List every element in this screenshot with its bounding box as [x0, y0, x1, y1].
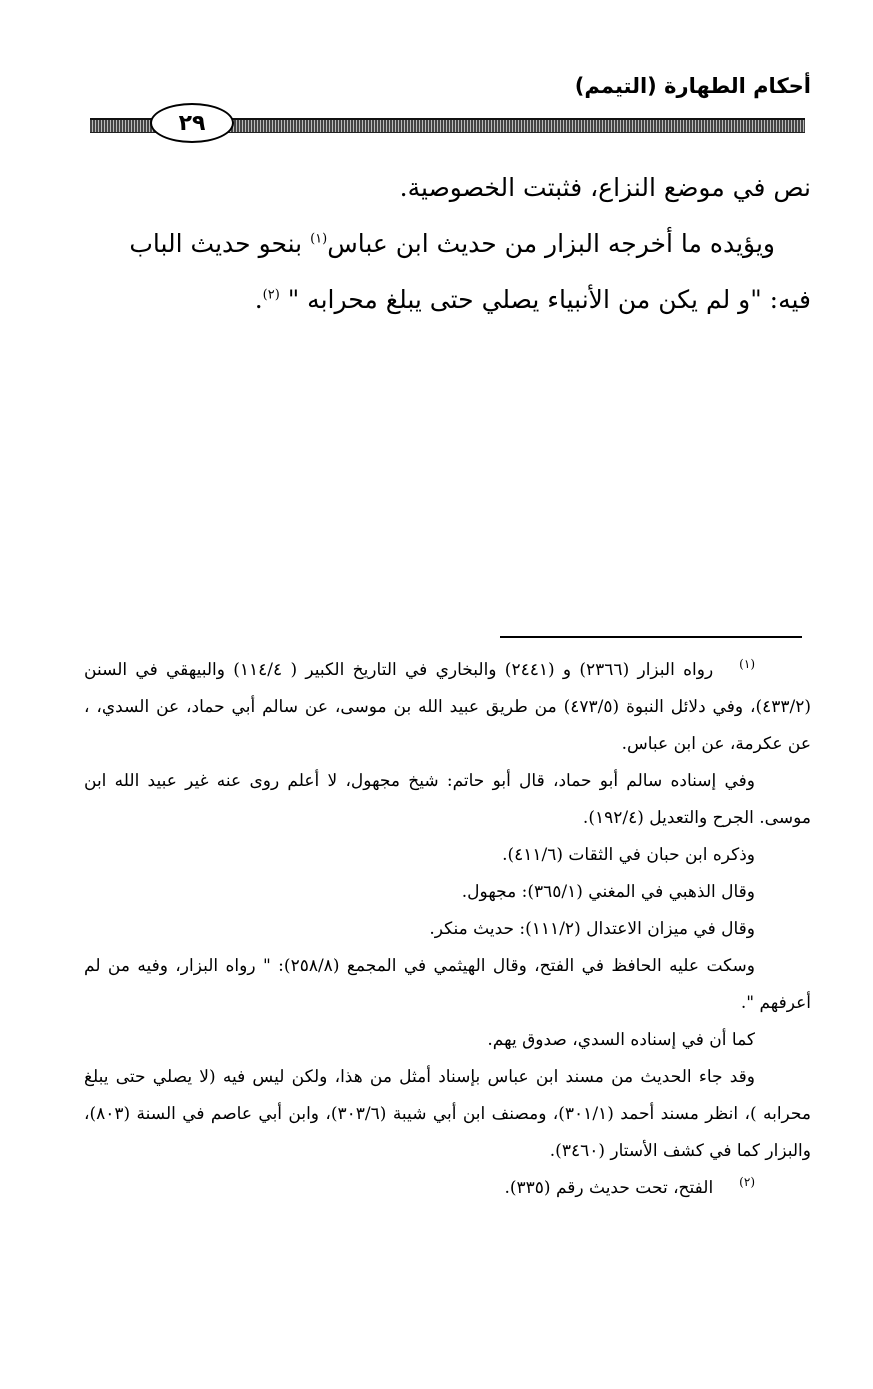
main-text — [84, 160, 811, 328]
footnote-paragraph: وقد جاء الحديث من مسند ابن عباس بإسناد أمثل من هذا، ولكن ليس فيه (لا يصلي حتى يبلغ محرابه )، انظر مسند أحمد (٣٠١/١)، ومصنف ابن أبي شيبة (٣٠٣/٦)، وابن أبي عاصم في السنة (٨٠٣)، والبزار كما في كشف الأستار (٣٤٦٠). — [84, 1067, 811, 1161]
footnote-2: $^{(٢)}$الفتح، تحت حديث رقم (٣٣٥). — [504, 1175, 755, 1198]
footnote-paragraph: وقال في ميزان الاعتدال (١١١/٢): حديث منكر. — [429, 919, 755, 939]
footnotes — [84, 652, 811, 1207]
footnote-paragraph: وفي إسناده سالم أبو حماد، قال أبو حاتم: شيخ مجهول، لا أعلم روى عنه غير عبيد الله ابن موسى. الجرح والتعديل (١٩٢/٤). — [84, 771, 811, 828]
footnote-2-marker: (٢) — [739, 1175, 755, 1190]
footnote-ref-2[interactable]: (٢) — [262, 287, 280, 303]
main-line-1: نص في موضع النزاع، فثبتت الخصوصية. — [399, 173, 811, 202]
footnote-paragraph: وسكت عليه الحافظ في الفتح، وقال الهيثمي في المجمع (٢٥٨/٨): " رواه البزار، وفيه من لم أعرفهم ". — [84, 956, 811, 1013]
running-title: أحكام الطهارة (التيمم) — [574, 74, 811, 98]
footnote-separator — [500, 636, 802, 638]
main-paragraph-2: ويؤيده ما أخرجه البزار من حديث ابن عباس$^{(١)}$ بنحو حديث الباب فيه: "و لم يكن من الأنبياء يصلي حتى يبلغ محرابه " $^{(٢)}$. — [129, 229, 811, 314]
footnote-1-marker: (١) — [739, 657, 755, 672]
footnote-ref-1[interactable]: (١) — [310, 231, 328, 247]
footnote-paragraph: وقال الذهبي في المغني (٣٦٥/١): مجهول. — [461, 882, 755, 902]
footnote-1: $^{(١)}$رواه البزار (٢٣٦٦) و (٢٤٤١) والبخاري في التاريخ الكبير ( ١١٤/٤) والبيهقي في السنن (٤٣٣/٢)، وفي دلائل النبوة (٤٧٣/٥) من طريق عبيد الله بن موسى، عن سالم أبي حماد، عن السدي، ، عن عكرمة، عن ابن عباس. — [84, 657, 811, 754]
footnote-paragraph: كما أن في إسناده السدي، صدوق يهم. — [487, 1030, 755, 1050]
page-number: ٢٩ — [150, 103, 234, 143]
footnote-paragraph: وذكره ابن حبان في الثقات (٤١١/٦). — [502, 845, 755, 865]
